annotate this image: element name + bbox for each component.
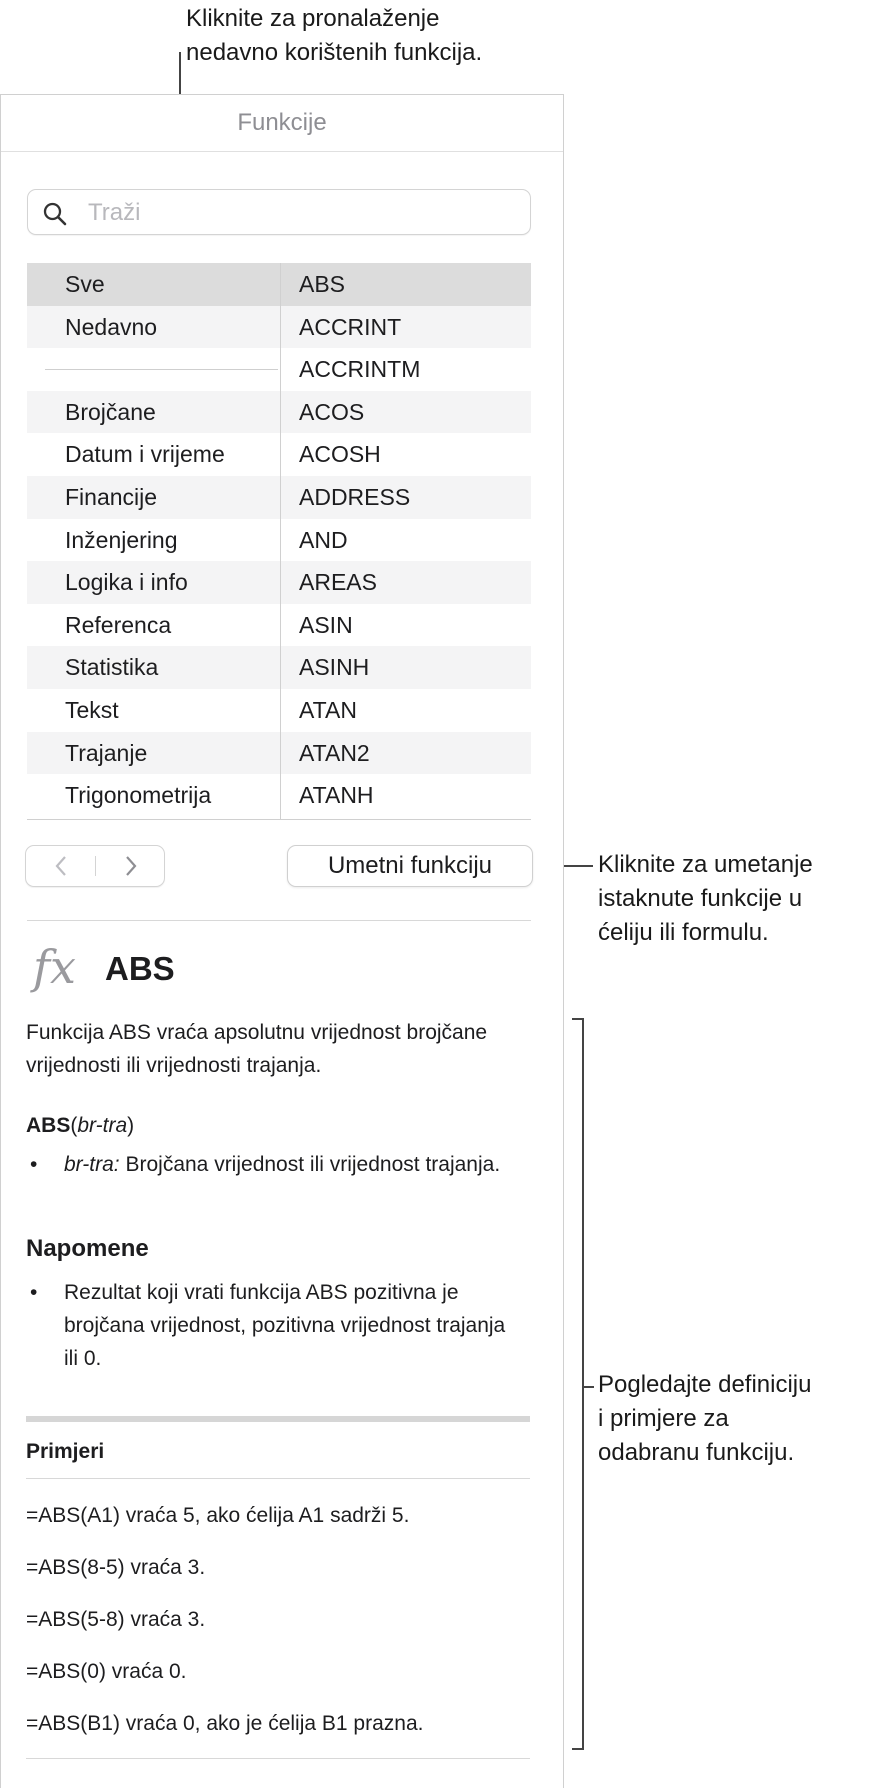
category-item-referenca[interactable]: Referenca — [65, 611, 172, 638]
bullet-dot: • — [30, 1281, 38, 1304]
callout-insert-line-2: istaknute funkcije u — [598, 885, 803, 912]
function-item-areas[interactable]: AREAS — [281, 561, 531, 604]
search-input[interactable] — [86, 196, 510, 230]
callout-definition-line-3: odabranu funkciju. — [598, 1439, 795, 1466]
callout-definition-line-1: Pogledajte definiciju — [598, 1371, 812, 1398]
callout-recent-line-1: Kliknite za pronalaženje — [186, 5, 440, 32]
category-item-financije[interactable]: Financije — [27, 476, 280, 519]
category-item-nedavno[interactable]: Nedavno — [27, 306, 280, 349]
category-item-trigonometrija[interactable]: Trigonometrija — [65, 782, 212, 809]
function-browser — [27, 263, 531, 820]
syntax-line — [26, 1109, 134, 1142]
panel-title: Funkcije — [1, 95, 563, 152]
callout-insert-line-1: Kliknite za umetanje — [598, 851, 813, 878]
function-item-accrintm[interactable]: ACCRINTM — [299, 356, 421, 383]
examples-heading: Primjeri — [26, 1440, 105, 1463]
syntax-arg: br-tra — [77, 1114, 128, 1137]
callout-definition-line-2: i primjere za — [598, 1405, 729, 1432]
callout-recent — [186, 2, 482, 70]
bracket-bottom — [572, 1748, 584, 1750]
chevron-left-icon — [54, 855, 68, 877]
callout-definition — [598, 1368, 811, 1470]
function-item-atan2[interactable]: ATAN2 — [281, 732, 531, 775]
category-item-brojcane[interactable]: Brojčane — [27, 391, 280, 434]
bracket-tick — [584, 1386, 594, 1388]
callout-insert — [598, 848, 813, 950]
function-item-asinh[interactable]: ASINH — [281, 646, 531, 689]
function-description: Funkcija ABS vraća apsolutnu vrijednost brojčane vrijednosti ili vrijednosti trajanja. — [26, 1021, 488, 1077]
category-item-sve[interactable]: Sve — [27, 263, 280, 306]
category-list — [27, 263, 281, 819]
category-item-inzenjering[interactable]: Inženjering — [65, 526, 178, 553]
syntax-close: ) — [127, 1114, 135, 1137]
function-list — [281, 263, 531, 819]
example-item: =ABS(0) vraća 0. — [26, 1660, 187, 1683]
divider-detail — [27, 920, 531, 921]
category-item-statistika[interactable]: Statistika — [27, 646, 280, 689]
history-nav — [25, 845, 165, 887]
function-item-atanh[interactable]: ATANH — [299, 782, 374, 809]
insert-function-button[interactable]: Umetni funkciju — [287, 845, 533, 887]
function-item-address[interactable]: ADDRESS — [281, 476, 531, 519]
forward-button[interactable] — [96, 846, 165, 886]
example-item: =ABS(5-8) vraća 3. — [26, 1608, 206, 1631]
syntax-name: ABS — [26, 1114, 71, 1137]
function-item-abs[interactable]: ABS — [281, 263, 531, 306]
note-text: Rezultat koji vrati funkcija ABS pozitivna je brojčana vrijednost, pozitivna vrijednost trajanja ili 0. — [64, 1281, 506, 1370]
syntax-open: ( — [70, 1114, 78, 1137]
example-item: =ABS(B1) vraća 0, ako je ćelija B1 prazna. — [26, 1712, 424, 1735]
function-item-and[interactable]: AND — [299, 526, 348, 553]
search-field[interactable] — [27, 189, 531, 235]
bracket-vertical — [582, 1018, 584, 1750]
function-item-acos[interactable]: ACOS — [281, 391, 531, 434]
function-name: ABS — [105, 950, 175, 987]
argument-name: br-tra: — [64, 1153, 120, 1176]
category-item-datum-i-vrijeme[interactable]: Datum i vrijeme — [65, 441, 225, 468]
category-separator — [27, 348, 280, 391]
function-item-acosh[interactable]: ACOSH — [299, 441, 381, 468]
function-item-asin[interactable]: ASIN — [299, 611, 353, 638]
back-button[interactable] — [26, 846, 95, 886]
divider-bottom — [26, 1758, 530, 1759]
category-item-logika-i-info[interactable]: Logika i info — [27, 561, 280, 604]
notes-heading: Napomene — [26, 1235, 149, 1262]
callout-recent-line-2: nedavno korištenih funkcija. — [186, 39, 483, 66]
search-icon — [42, 201, 68, 227]
divider-examples-thick — [26, 1416, 530, 1422]
argument-text: Brojčana vrijednost ili vrijednost trajanja. — [119, 1153, 501, 1176]
function-item-atan[interactable]: ATAN — [299, 696, 357, 723]
functions-panel — [0, 94, 564, 1788]
argument-description — [64, 1148, 534, 1181]
fx-icon: fx — [33, 940, 76, 994]
example-item: =ABS(8-5) vraća 3. — [26, 1556, 206, 1579]
example-item: =ABS(A1) vraća 5, ako ćelija A1 sadrži 5. — [26, 1504, 410, 1527]
bullet-dot: • — [30, 1153, 38, 1176]
chevron-right-icon — [124, 855, 138, 877]
function-item-accrint[interactable]: ACCRINT — [281, 306, 531, 349]
category-item-trajanje[interactable]: Trajanje — [27, 732, 280, 775]
callout-insert-line-3: ćeliju ili formulu. — [598, 919, 769, 946]
category-item-tekst[interactable]: Tekst — [65, 696, 119, 723]
divider-examples — [26, 1478, 530, 1479]
